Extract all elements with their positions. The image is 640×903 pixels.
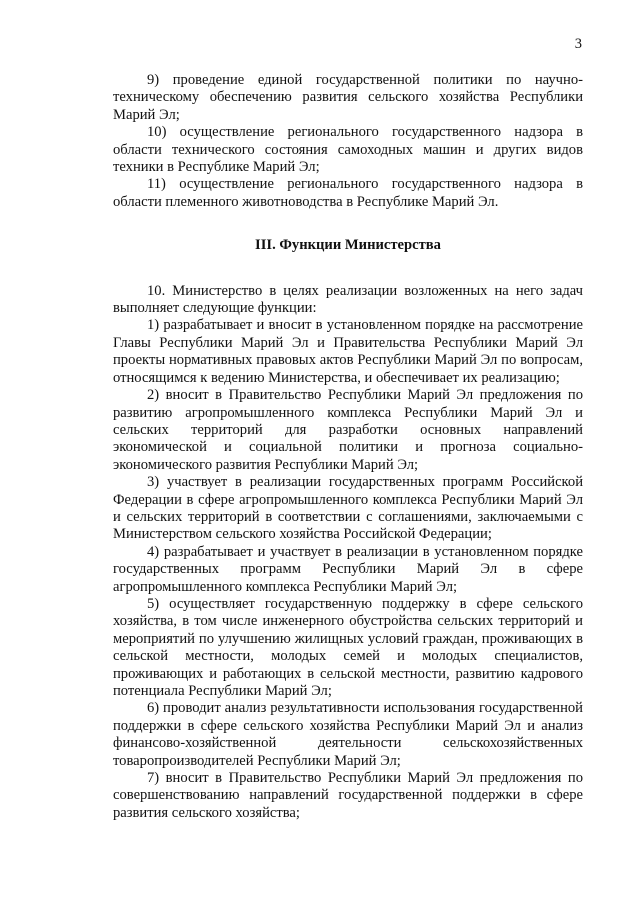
function-item-5: 5) осуществляет государственную поддержку в сфере сельского хозяйства, в том числе инженерного обустройства сельских территорий и мероприятий по улучшению жилищных условий граждан, проживающих в сельской местности, молодых семей и молодых специалистов, проживающих и работающих в сельской местности, развитию кадрового потенциала Республики Марий Эл; (113, 595, 583, 699)
function-item-1: 1) разрабатывает и вносит в установленном порядке на рассмотрение Главы Республики Марий Эл и Правительства Республики Марий Эл проекты нормативных правовых актов Республики Марий Эл по вопросам, относящимся к ведению Министерства, и обеспечивает их реализацию; (113, 317, 583, 386)
functions-intro: 10. Министерство в целях реализации возложенных на него задач выполняет следующие функции: (113, 282, 583, 317)
section-heading: III. Функции Министерства (255, 237, 441, 254)
function-item-6: 6) проводит анализ результативности использования государственной поддержки в сфере сельского хозяйства Республики Марий Эл и анализ финансово-хозяйственной деятельности сельскохозяйственных товаропроизводителей Республики Марий Эл; (113, 700, 583, 769)
list-item-10: 10) осуществление регионального государственного надзора в области технического состояния самоходных машин и других видов техники в Республике Марий Эл; (113, 124, 583, 176)
function-item-4: 4) разрабатывает и участвует в реализации в установленном порядке государственных программ Республики Марий Эл в сфере агропромышленного комплекса Республики Марий Эл; (113, 543, 583, 595)
list-item-11: 11) осуществление регионального государственного надзора в области племенного животноводства в Республике Марий Эл. (113, 176, 583, 210)
list-item-9: 9) проведение единой государственной политики по научно-техническому обеспечению развития сельского хозяйства Республики Марий Эл; (113, 72, 583, 123)
function-item-3: 3) участвует в реализации государственных программ Российской Федерации в сфере агропромышленного комплекса Республики Марий Эл и сельских территорий в соответствии с соглашениями, заключаемыми с Министерством сельского хозяйства Российской Федерации; (113, 474, 583, 543)
function-item-7: 7) вносит в Правительство Республики Марий Эл предложения по совершенствованию направлений государственной поддержки в сфере развития сельского хозяйства; (113, 770, 583, 821)
page-number: 3 (574, 36, 582, 52)
function-item-2: 2) вносит в Правительство Республики Марий Эл предложения по развитию агропромышленного комплекса Республики Марий Эл и сельских территорий для разработки основных направлений экономической и социальной политики и прогноза социально-экономического развития Республики Марий Эл; (113, 387, 583, 473)
document-body (113, 72, 583, 822)
